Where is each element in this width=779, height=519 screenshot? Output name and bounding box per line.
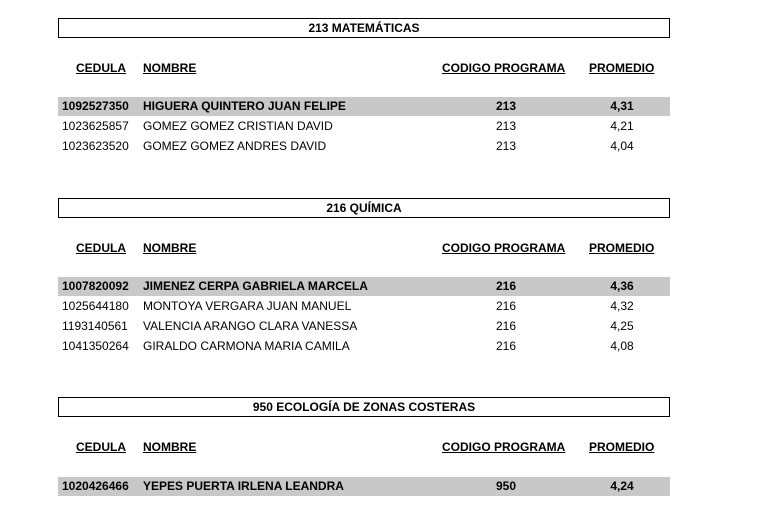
cell-cedula: 1007820092	[62, 279, 129, 293]
cell-cedula: 1023623520	[62, 139, 129, 153]
cell-nombre: GOMEZ GOMEZ ANDRES DAVID	[143, 139, 327, 153]
table-row	[58, 317, 670, 336]
header-promedio: PROMEDIO	[589, 241, 655, 255]
header-nombre: NOMBRE	[143, 61, 197, 75]
table-row-top	[58, 277, 670, 296]
section-title: 216 QUÍMICA	[58, 198, 670, 218]
cell-promedio: 4,31	[610, 99, 634, 113]
header-promedio: PROMEDIO	[589, 61, 655, 75]
cell-codigo: 216	[495, 279, 517, 293]
header-codigo-programa: CODIGO PROGRAMA	[442, 440, 566, 454]
cell-cedula: 1023625857	[62, 119, 129, 133]
cell-codigo: 213	[495, 119, 517, 133]
cell-promedio: 4,25	[610, 319, 634, 333]
cell-cedula: 1092527350	[62, 99, 129, 113]
cell-promedio: 4,24	[610, 479, 634, 493]
cell-nombre: MONTOYA VERGARA JUAN MANUEL	[143, 299, 352, 313]
table-row	[58, 117, 670, 136]
cell-codigo: 216	[495, 339, 517, 353]
header-cedula: CEDULA	[76, 241, 126, 255]
cell-codigo: 213	[495, 139, 517, 153]
cell-nombre: HIGUERA QUINTERO JUAN FELIPE	[143, 99, 346, 113]
cell-nombre: JIMENEZ CERPA GABRIELA MARCELA	[143, 279, 368, 293]
cell-nombre: YEPES PUERTA IRLENA LEANDRA	[143, 479, 344, 493]
cell-cedula: 1193140561	[62, 319, 128, 333]
header-cedula: CEDULA	[76, 61, 126, 75]
cell-codigo: 213	[495, 99, 517, 113]
section-title: 213 MATEMÁTICAS	[58, 18, 670, 38]
section-title: 950 ECOLOGÍA DE ZONAS COSTERAS	[58, 397, 670, 417]
cell-promedio: 4,36	[610, 279, 634, 293]
cell-promedio: 4,08	[610, 339, 634, 353]
table-row	[58, 137, 670, 156]
cell-codigo: 216	[495, 319, 517, 333]
cell-promedio: 4,21	[610, 119, 634, 133]
cell-cedula: 1020426466	[62, 479, 129, 493]
cell-nombre: GIRALDO CARMONA MARIA CAMILA	[143, 339, 350, 353]
table-row-top	[58, 97, 670, 116]
cell-nombre: GOMEZ GOMEZ CRISTIAN DAVID	[143, 119, 333, 133]
table-row-top	[58, 477, 670, 496]
cell-promedio: 4,04	[610, 139, 634, 153]
header-codigo-programa: CODIGO PROGRAMA	[442, 241, 566, 255]
cell-codigo: 216	[495, 299, 517, 313]
cell-nombre: VALENCIA ARANGO CLARA VANESSA	[143, 319, 358, 333]
cell-cedula: 1041350264	[62, 339, 129, 353]
table-row	[58, 297, 670, 316]
header-codigo-programa: CODIGO PROGRAMA	[442, 61, 566, 75]
cell-promedio: 4,32	[610, 299, 634, 313]
header-cedula: CEDULA	[76, 440, 126, 454]
header-nombre: NOMBRE	[143, 440, 197, 454]
cell-codigo: 950	[495, 479, 517, 493]
header-nombre: NOMBRE	[143, 241, 197, 255]
table-row	[58, 337, 670, 356]
header-promedio: PROMEDIO	[589, 440, 655, 454]
cell-cedula: 1025644180	[62, 299, 129, 313]
